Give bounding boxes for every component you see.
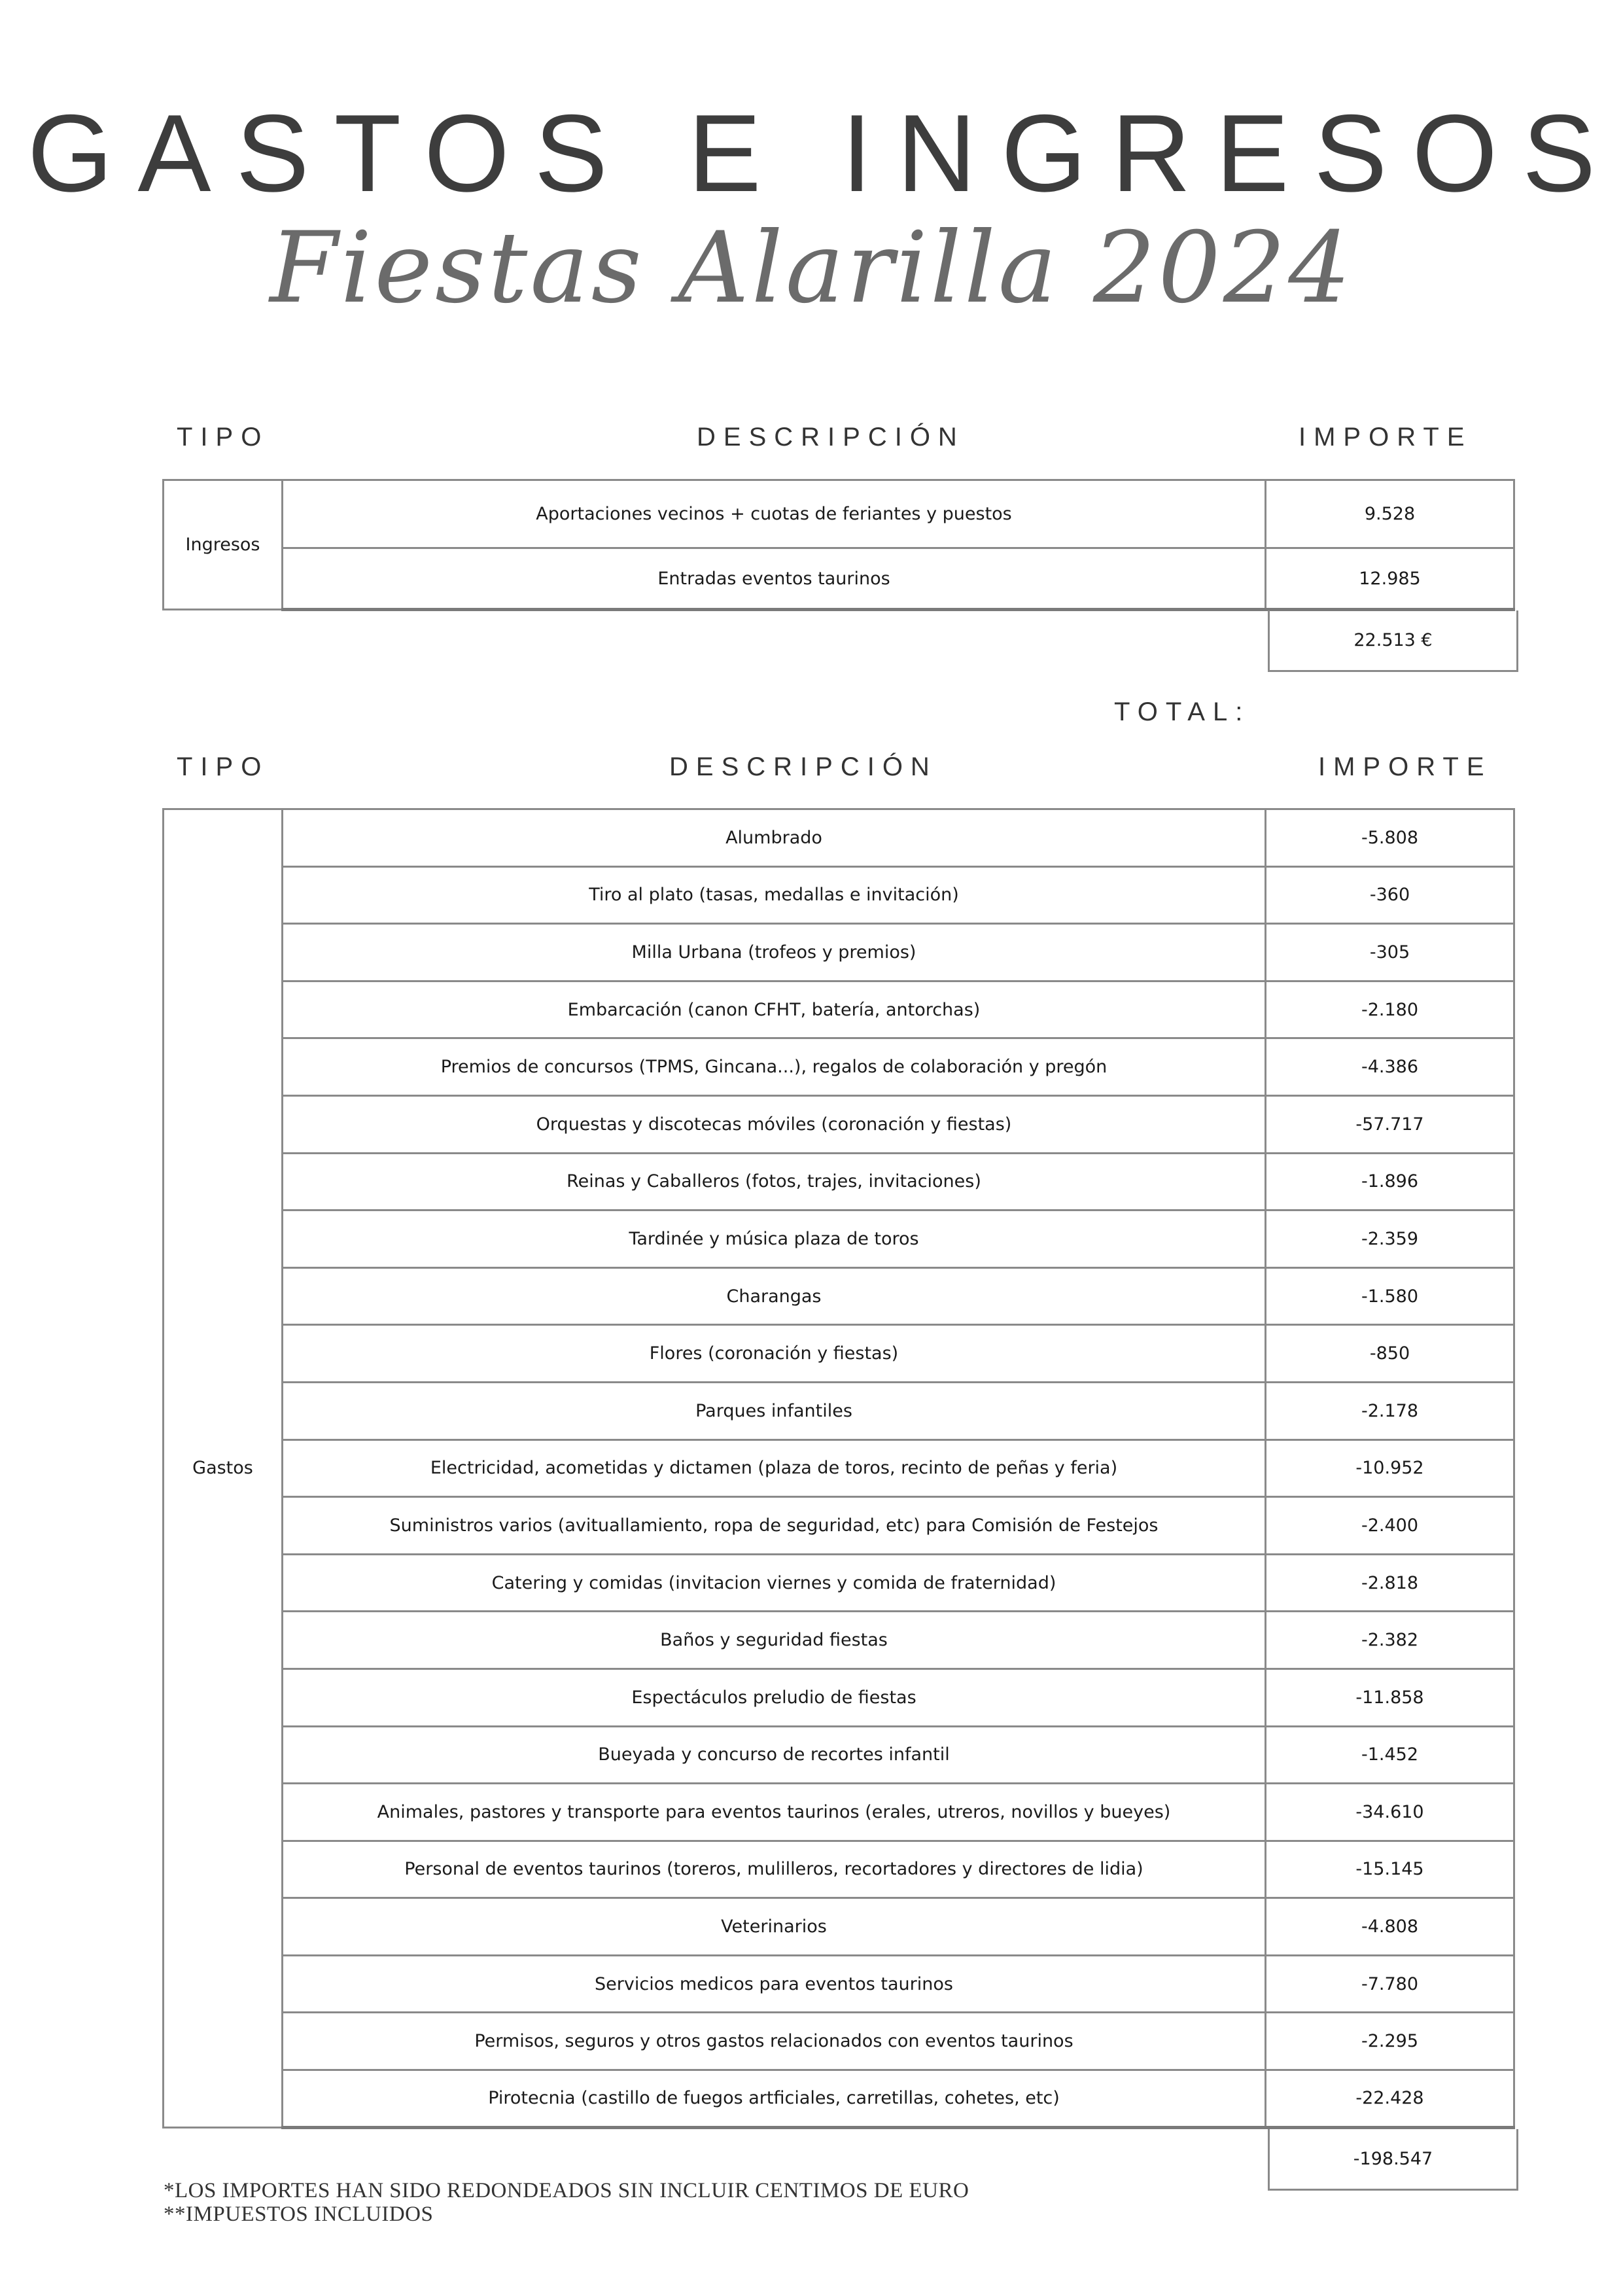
amount-cell: -2.818	[1266, 1554, 1514, 1612]
amount-cell: -11.858	[1266, 1669, 1514, 1726]
description-cell: Pirotecnia (castillo de fuegos artficiales, carretillas, cohetes, etc)	[283, 2070, 1266, 2128]
total-label: TOTAL:	[1114, 698, 1251, 726]
table-row	[164, 866, 1514, 924]
footnote-taxes: **IMPUESTOS INCLUIDOS	[164, 2202, 434, 2226]
gastos-table	[162, 808, 1515, 2129]
amount-cell: -2.180	[1266, 981, 1514, 1038]
amount-cell: -4.808	[1266, 1898, 1514, 1956]
gastos-header-tipo: TIPO	[177, 752, 270, 781]
description-cell: Veterinarios	[283, 1898, 1266, 1956]
description-cell: Flores (coronación y fiestas)	[283, 1325, 1266, 1383]
amount-cell: -10.952	[1266, 1439, 1514, 1497]
amount-cell: -1.452	[1266, 1726, 1514, 1784]
table-row	[164, 1497, 1514, 1555]
amount-cell: -305	[1266, 924, 1514, 981]
amount-cell: -1.580	[1266, 1267, 1514, 1325]
amount-cell: -1.896	[1266, 1153, 1514, 1210]
ingresos-header-importe: IMPORTE	[1299, 423, 1473, 451]
description-cell: Reinas y Caballeros (fotos, trajes, invitaciones)	[283, 1153, 1266, 1210]
description-cell: Permisos, seguros y otros gastos relacionados con eventos taurinos	[283, 2013, 1266, 2070]
description-cell: Catering y comidas (invitacion viernes y comida de fraternidad)	[283, 1554, 1266, 1612]
gastos-header-importe: IMPORTE	[1318, 752, 1492, 781]
table-row	[164, 1898, 1514, 1956]
amount-cell: -2.359	[1266, 1210, 1514, 1268]
description-cell: Personal de eventos taurinos (toreros, mulilleros, recortadores y directores de lidia)	[283, 1841, 1266, 1898]
description-cell: Servicios medicos para eventos taurinos	[283, 1955, 1266, 2013]
table-row	[164, 1095, 1514, 1153]
table-row	[164, 1841, 1514, 1898]
description-cell: Parques infantiles	[283, 1382, 1266, 1439]
table-row	[164, 1439, 1514, 1497]
amount-cell: -360	[1266, 866, 1514, 924]
table-row	[164, 1554, 1514, 1612]
ingresos-header-descripcion: DESCRIPCIÓN	[697, 423, 965, 451]
page-subtitle: Fiestas Alarilla 2024	[270, 211, 1353, 325]
description-cell: Tardinée y música plaza de toros	[283, 1210, 1266, 1268]
description-cell: Suministros varios (avituallamiento, ropa de seguridad, etc) para Comisión de Festejos	[283, 1497, 1266, 1555]
description-cell: Premios de concursos (TPMS, Gincana...), regalos de colaboración y pregón	[283, 1038, 1266, 1096]
description-cell: Alumbrado	[283, 809, 1266, 867]
amount-cell: -22.428	[1266, 2070, 1514, 2128]
table-row	[164, 981, 1514, 1038]
ingresos-table	[162, 479, 1515, 611]
amount-cell: -57.717	[1266, 1095, 1514, 1153]
description-cell: Embarcación (canon CFHT, batería, antorchas)	[283, 981, 1266, 1038]
amount-cell: -15.145	[1266, 1841, 1514, 1898]
table-row	[164, 1726, 1514, 1784]
amount-cell: 9.528	[1266, 480, 1514, 548]
description-cell: Tiro al plato (tasas, medallas e invitación)	[283, 866, 1266, 924]
table-row	[164, 809, 1514, 867]
amount-cell: -2.382	[1266, 1612, 1514, 1669]
description-cell: Charangas	[283, 1267, 1266, 1325]
description-cell: Orquestas y discotecas móviles (coronación y fiestas)	[283, 1095, 1266, 1153]
description-cell: Entradas eventos taurinos	[283, 548, 1266, 610]
page-title: GASTOS E INGRESOS	[27, 92, 1621, 215]
gastos-total: -198.547	[1268, 2129, 1518, 2191]
table-row	[164, 1955, 1514, 2013]
amount-cell: -4.386	[1266, 1038, 1514, 1096]
table-row	[164, 1382, 1514, 1439]
description-cell: Animales, pastores y transporte para eventos taurinos (erales, utreros, novillos y bueyes)	[283, 1784, 1266, 1841]
description-cell: Electricidad, acometidas y dictamen (plaza de toros, recinto de peñas y feria)	[283, 1439, 1266, 1497]
description-cell: Milla Urbana (trofeos y premios)	[283, 924, 1266, 981]
description-cell: Espectáculos preludio de fiestas	[283, 1669, 1266, 1726]
table-row	[164, 1038, 1514, 1096]
ingresos-header-tipo: TIPO	[177, 423, 270, 451]
table-row	[164, 1210, 1514, 1268]
amount-cell: -2.400	[1266, 1497, 1514, 1555]
footnotes	[164, 2179, 969, 2226]
amount-cell: -850	[1266, 1325, 1514, 1383]
amount-cell: -2.178	[1266, 1382, 1514, 1439]
amount-cell: -5.808	[1266, 809, 1514, 867]
table-row	[164, 1153, 1514, 1210]
footnote-rounding: *LOS IMPORTES HAN SIDO REDONDEADOS SIN INCLUIR CENTIMOS DE EURO	[164, 2179, 969, 2202]
table-row	[164, 1612, 1514, 1669]
table-row	[164, 2013, 1514, 2070]
table-row	[164, 480, 1514, 548]
table-row	[164, 548, 1514, 610]
ingresos-total: 22.513 €	[1268, 610, 1518, 672]
amount-cell: -34.610	[1266, 1784, 1514, 1841]
gastos-tipo-cell: Gastos	[164, 809, 283, 2128]
table-row	[164, 924, 1514, 981]
gastos-header-descripcion: DESCRIPCIÓN	[669, 752, 937, 781]
description-cell: Baños y seguridad fiestas	[283, 1612, 1266, 1669]
table-row	[164, 1784, 1514, 1841]
table-row	[164, 2070, 1514, 2128]
amount-cell: 12.985	[1266, 548, 1514, 610]
description-cell: Bueyada y concurso de recortes infantil	[283, 1726, 1266, 1784]
table-row	[164, 1669, 1514, 1726]
table-row	[164, 1267, 1514, 1325]
amount-cell: -7.780	[1266, 1955, 1514, 2013]
table-row	[164, 1325, 1514, 1383]
ingresos-tipo-cell: Ingresos	[164, 480, 283, 610]
description-cell: Aportaciones vecinos + cuotas de feriantes y puestos	[283, 480, 1266, 548]
amount-cell: -2.295	[1266, 2013, 1514, 2070]
